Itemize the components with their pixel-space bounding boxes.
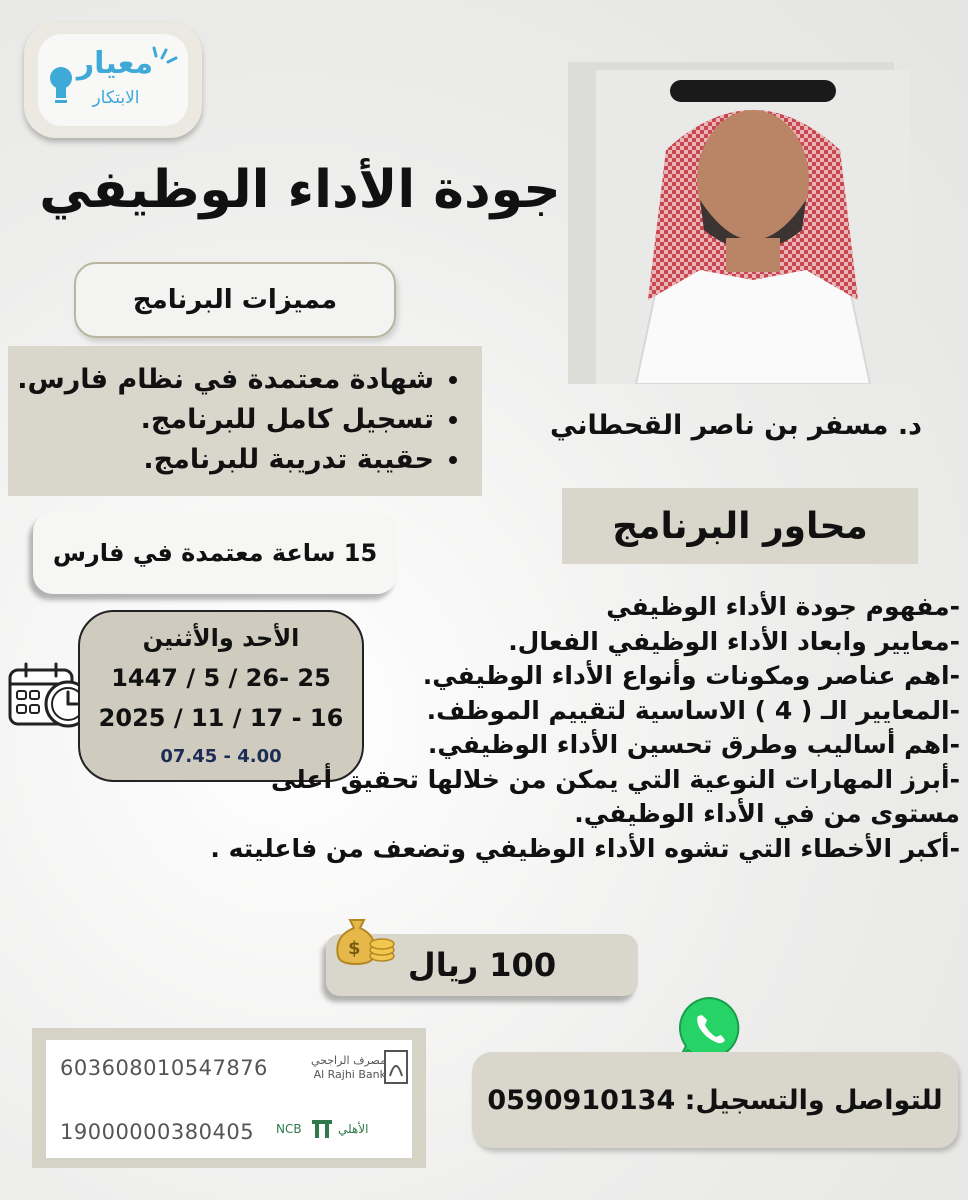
ncb-bank-name-ar: الأهلي	[338, 1122, 369, 1136]
axes-list	[200, 590, 960, 866]
axis-item: -معايير وابعاد الأداء الوظيفي الفعال.	[508, 626, 960, 656]
page-title: جودة الأداء الوظيفي	[39, 160, 561, 220]
accredited-hours-badge: 15 ساعة معتمدة في فارس	[33, 512, 397, 594]
axes-heading: محاور البرنامج	[562, 488, 918, 564]
price-badge: 100 ريال	[326, 934, 638, 996]
features-list	[17, 360, 460, 480]
schedule-days: الأحد والأثنين	[142, 624, 300, 652]
axis-item: -مفهوم جودة الأداء الوظيفي	[606, 592, 960, 621]
axis-item: -أبرز المهارات النوعية التي يمكن من خلالها تحقيق أعلى	[270, 764, 960, 794]
features-panel	[8, 346, 482, 496]
money-bag-icon	[334, 906, 398, 968]
svg-text:$: $	[348, 938, 361, 959]
logo-sub-text: الابتكار	[92, 88, 140, 108]
rajhi-bank-name-ar: مصرف الراجحي	[310, 1054, 386, 1067]
axis-item: -اهم عناصر ومكونات وأنواع الأداء الوظيفي.	[422, 661, 960, 690]
schedule-time: 4.00 - 07.45	[160, 746, 282, 767]
features-heading: مميزات البرنامج	[74, 262, 396, 338]
logo-card	[38, 34, 188, 126]
feature-item: • تسجيل كامل للبرنامج.	[17, 400, 434, 440]
rajhi-bank-name	[296, 1054, 386, 1082]
ncb-account-number: 19000000380405	[60, 1120, 255, 1144]
axis-item: -أكبر الأخطاء التي تشوه الأداء الوظيفي وتضعف من فاعليته .	[210, 833, 960, 863]
speaker-photo	[596, 70, 910, 384]
ncb-bank-logo-icon	[310, 1118, 334, 1140]
axis-item: -المعايير الـ ( 4 ) الاساسية لتقييم الموظف.	[426, 695, 960, 725]
bank-accounts-panel	[32, 1028, 426, 1168]
feature-item: • شهادة معتمدة في نظام فارس.	[17, 360, 434, 400]
bank-accounts-card	[46, 1040, 412, 1158]
logo-main-text: معيار	[76, 46, 154, 81]
axis-item: -اهم أساليب وطرق تحسين الأداء الوظيفي.	[427, 730, 960, 759]
brand-logo	[24, 22, 202, 138]
rajhi-bank-logo-icon	[384, 1050, 408, 1084]
axis-item: مستوى من في الأداء الوظيفي.	[574, 799, 960, 828]
rajhi-bank-name-en: Al Rajhi Bank	[313, 1068, 386, 1081]
ncb-bank-name-en: NCB	[276, 1122, 302, 1136]
contact-registration[interactable]: للتواصل والتسجيل: 0590910134	[472, 1052, 958, 1148]
schedule-gregorian-date: 16 - 17 / 11 / 2025	[98, 704, 344, 732]
speaker-name: د. مسفر بن ناصر القحطاني	[550, 410, 922, 441]
feature-item: • حقيبة تدريبة للبرنامج.	[17, 440, 434, 480]
schedule-hijri-date: 25 -26 / 5 / 1447	[111, 664, 331, 692]
rajhi-account-number: 603608010547876	[60, 1056, 268, 1080]
